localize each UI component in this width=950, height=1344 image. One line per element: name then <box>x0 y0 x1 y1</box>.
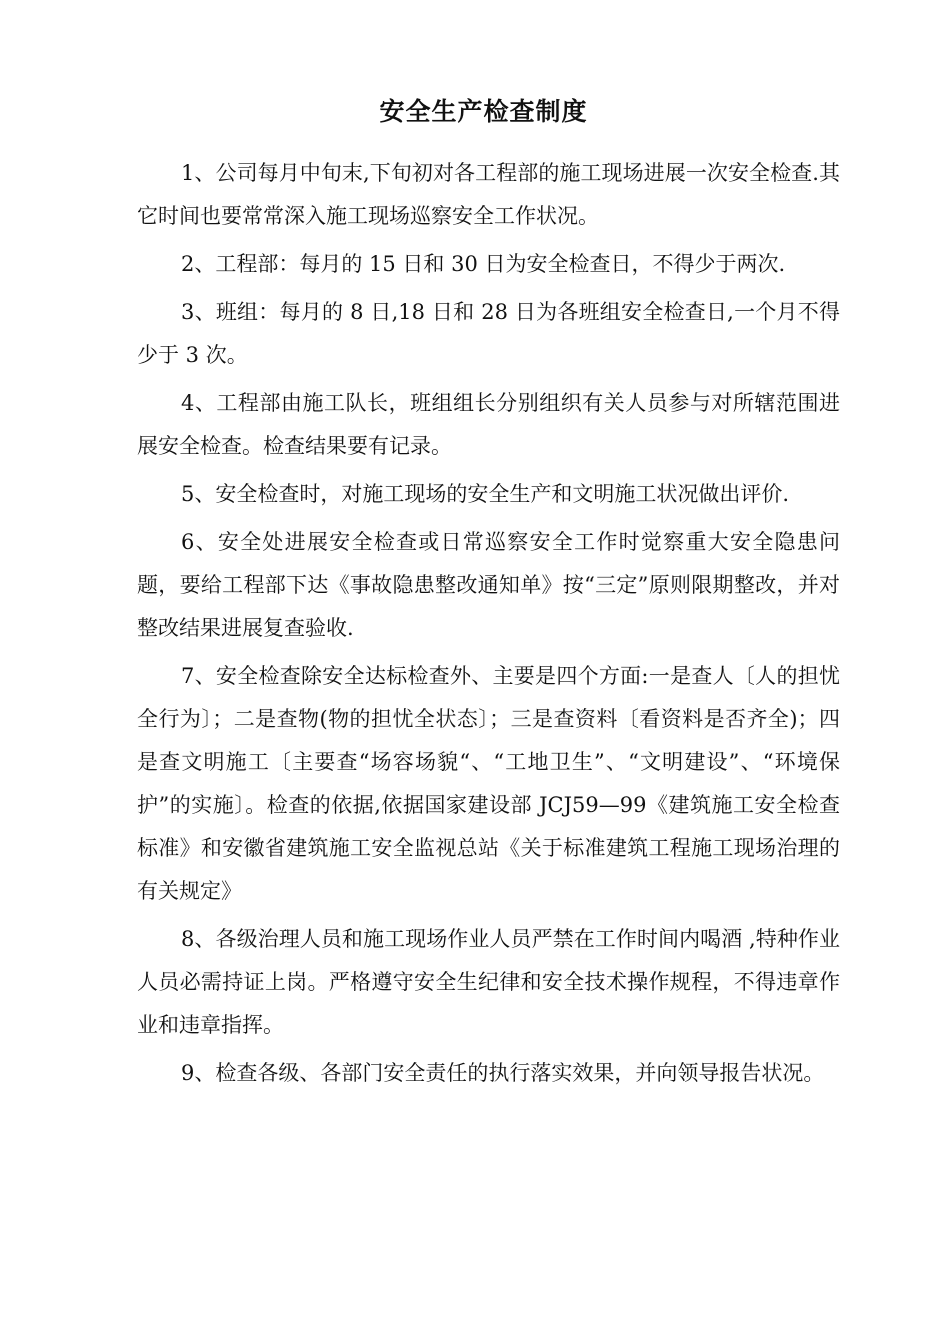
paragraph-6: 6、安全处进展安全检查或日常巡察安全工作时觉察重大安全隐患问题，要给工程部下达《事故隐患整改通知单》按“三定”原则限期整改，并对整改结果进展复查验收. <box>137 530 840 640</box>
paragraph-8: 8、各级治理人员和施工现场作业人员严禁在工作时间内喝酒 ,特种作业人员必需持证上岗。严格遵守安全生纪律和安全技术操作规程，不得违章作业和违章指挥。 <box>137 927 840 1037</box>
paragraph-3: 3、班组：每月的 8 日,18 日和 28 日为各班组安全检查日,一个月不得少于 3 次。 <box>137 300 840 367</box>
paragraph-2: 2、工程部：每月的 15 日和 30 日为安全检查日，不得少于两次. <box>181 252 786 276</box>
paragraph-7: 7、安全检查除安全达标检查外、主要是四个方面:一是查人〔人的担忧全行为〕；二是查物(物的担忧全状态〕；三是查资料〔看资料是否齐全)；四是查文明施工〔主要查“场容场貌“、“工地卫生”、“文明建设”、“环境保护”的实施〕。检查的依据,依据国家建设部 JCJ59—99《建筑施工安全检查标准》和安徽省建筑施工安全监视总站《关于标准建筑工程施工现场治理的有关规定》 <box>137 664 840 903</box>
paragraph-1: 1、公司每月中旬末,下旬初对各工程部的施工现场进展一次安全检查.其它时间也要常常深入施工现场巡察安全工作状况。 <box>137 161 840 228</box>
paragraph-4: 4、工程部由施工队长，班组组长分别组织有关人员参与对所辖范围进展安全检查。检查结果要有记录。 <box>137 391 840 458</box>
paragraph-5: 5、安全检查时，对施工现场的安全生产和文明施工状况做出评价. <box>181 482 790 506</box>
paragraph-9: 9、检查各级、各部门安全责任的执行落实效果，并向领导报告状况。 <box>181 1061 825 1085</box>
document-title: 安全生产检查制度 <box>379 97 588 126</box>
